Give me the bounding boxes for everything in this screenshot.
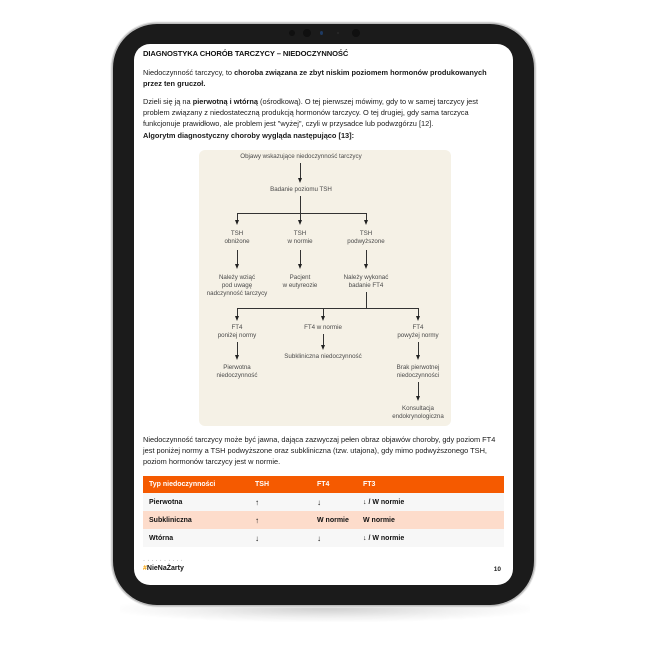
arrow-down-icon (298, 178, 302, 183)
flow-node-symptoms: Objawy wskazujące niedoczynność tarczycy (240, 153, 362, 160)
label: Pierwotna (223, 364, 251, 371)
table-row (143, 511, 504, 529)
arrow-down-icon (235, 316, 239, 321)
arrow-down-icon (235, 220, 239, 225)
table-cell: W normie (311, 511, 357, 529)
table-cell: Pierwotna (143, 493, 249, 511)
summary-paragraph: Niedoczynność tarczycy może być jawna, dająca zazwyczaj pełen obraz objawów choroby, gdy poziom FT4 jest poniżej normy a TSH podwyższone oraz subkliniczna (tzw. utajona), gdy mimo podwyższonego TSH, poziom hormonów tarczycy jest w normie. (143, 435, 496, 466)
flow-node-no-primary (397, 364, 440, 380)
table-cell: ↑ (249, 493, 311, 511)
table-cell: ↓ (311, 493, 357, 511)
types-text-a: Dzieli się ją na (143, 97, 193, 106)
logo-dots: ·········· (143, 558, 185, 564)
flow-node-tsh-test: Badanie poziomu TSH (270, 186, 332, 193)
table-row (143, 529, 504, 547)
label: endokrynologiczna (392, 413, 444, 420)
camera-dot (289, 30, 295, 36)
tablet-screen (134, 44, 513, 585)
label: TSH (293, 230, 307, 237)
label: Należy wykonać (343, 274, 389, 281)
table-header: Typ niedoczynności (143, 476, 249, 493)
camera-lens (303, 29, 311, 37)
brand-logo (143, 565, 184, 572)
arrow-down-icon (235, 264, 239, 269)
label: poniżej normy (217, 332, 257, 339)
arrow-down-icon (364, 264, 368, 269)
algorithm-heading: Algorytm diagnostyczny choroby wygląda następująco [13]: (143, 131, 355, 140)
label: Konsultacja (401, 405, 434, 412)
arrow-down-icon (298, 264, 302, 269)
table-row (143, 493, 504, 511)
table-cell: Wtórna (143, 529, 249, 547)
table-header-row (143, 476, 504, 493)
page-number: 10 (493, 566, 501, 573)
label: TSH (359, 230, 373, 237)
table-cell: ↓ / W normie (357, 529, 504, 547)
label: w normie (287, 238, 313, 245)
brand-name: NieNaŻarty (146, 565, 184, 572)
tablet-device (113, 24, 534, 605)
table-header: FT4 (311, 476, 357, 493)
flow-node-hyperthyroid-consider (207, 274, 268, 298)
intro-text: Niedoczynność tarczycy, to (143, 68, 235, 77)
flow-node-ft4-normal: FT4 w normie (304, 324, 342, 331)
label: w eutyreozie (282, 282, 318, 289)
intro-paragraph (143, 68, 505, 90)
label: Pacjent (289, 274, 311, 281)
label: FT4 (231, 324, 243, 331)
flow-node-euthyroid (283, 274, 318, 290)
diagnostic-flowchart (199, 150, 451, 426)
table-cell: ↓ (311, 529, 357, 547)
label: Należy wziąć (218, 274, 256, 281)
label: FT4 (412, 324, 424, 331)
label: powyżej normy (397, 332, 439, 339)
arrow-down-icon (235, 355, 239, 360)
table-cell: W normie (357, 511, 504, 529)
flow-node-ft4-low (218, 324, 257, 340)
table-cell: ↑ (249, 511, 311, 529)
table-cell: ↓ (249, 529, 311, 547)
intro-bold-text: choroba związana ze zbyt niskim poziomem hormonów produkowanych przez ten gruczoł. (143, 68, 487, 88)
hypothyroidism-table (143, 476, 504, 547)
flow-node-tsh-low (224, 230, 249, 246)
flow-node-ft4-high (397, 324, 438, 340)
flow-node-primary-hypothyroidism (217, 364, 258, 380)
label: TSH (230, 230, 244, 237)
flow-node-tsh-high (347, 230, 385, 246)
page-title: DIAGNOSTYKA CHORÓB TARCZYCY – NIEDOCZYNNOŚĆ (143, 49, 349, 58)
flow-node-tsh-normal (287, 230, 312, 246)
arrow-down-icon (416, 316, 420, 321)
arrow-down-icon (321, 316, 325, 321)
label: nadczynność tarczycy (206, 290, 268, 297)
types-bold-text: pierwotną i wtórną (192, 97, 258, 106)
arrow-down-icon (321, 345, 325, 350)
label: niedoczynności (396, 372, 440, 379)
table-cell: Subkliniczna (143, 511, 249, 529)
flow-node-ft4-test (344, 274, 389, 290)
types-text-b: (ośrodkową). O tej pierwszej mówimy, gdy to w samej tarczycy jest problem związany z niedostateczną produkcją hormonów tarczycy. O tej drugiej, gdy sama tarczyca funkcjonuje prawidłowo, ale problem jest "wyżej", czyli w przysadce lub podwzgórzu [12]. (143, 97, 478, 128)
flow-node-endocrinology-consult (392, 405, 444, 421)
flow-node-subclinical: Subkliniczna niedoczynność (284, 353, 362, 360)
sensor-dot (337, 32, 339, 34)
label: podwyższone (347, 238, 385, 245)
label: Brak pierwotnej (396, 364, 440, 371)
camera-indicator (320, 31, 323, 35)
label: badanie FT4 (348, 282, 384, 289)
hash-icon: # (143, 565, 147, 572)
label: obniżone (224, 238, 250, 245)
arrow-down-icon (298, 220, 302, 225)
arrow-down-icon (364, 220, 368, 225)
types-paragraph (143, 97, 505, 129)
label: pod uwagę (221, 282, 253, 289)
camera-lens-2 (352, 29, 360, 37)
arrow-down-icon (416, 355, 420, 360)
label: niedoczynność (216, 372, 258, 379)
table-header: TSH (249, 476, 311, 493)
table-cell: ↓ / W normie (357, 493, 504, 511)
arrow-down-icon (416, 396, 420, 401)
table-header: FT3 (357, 476, 504, 493)
